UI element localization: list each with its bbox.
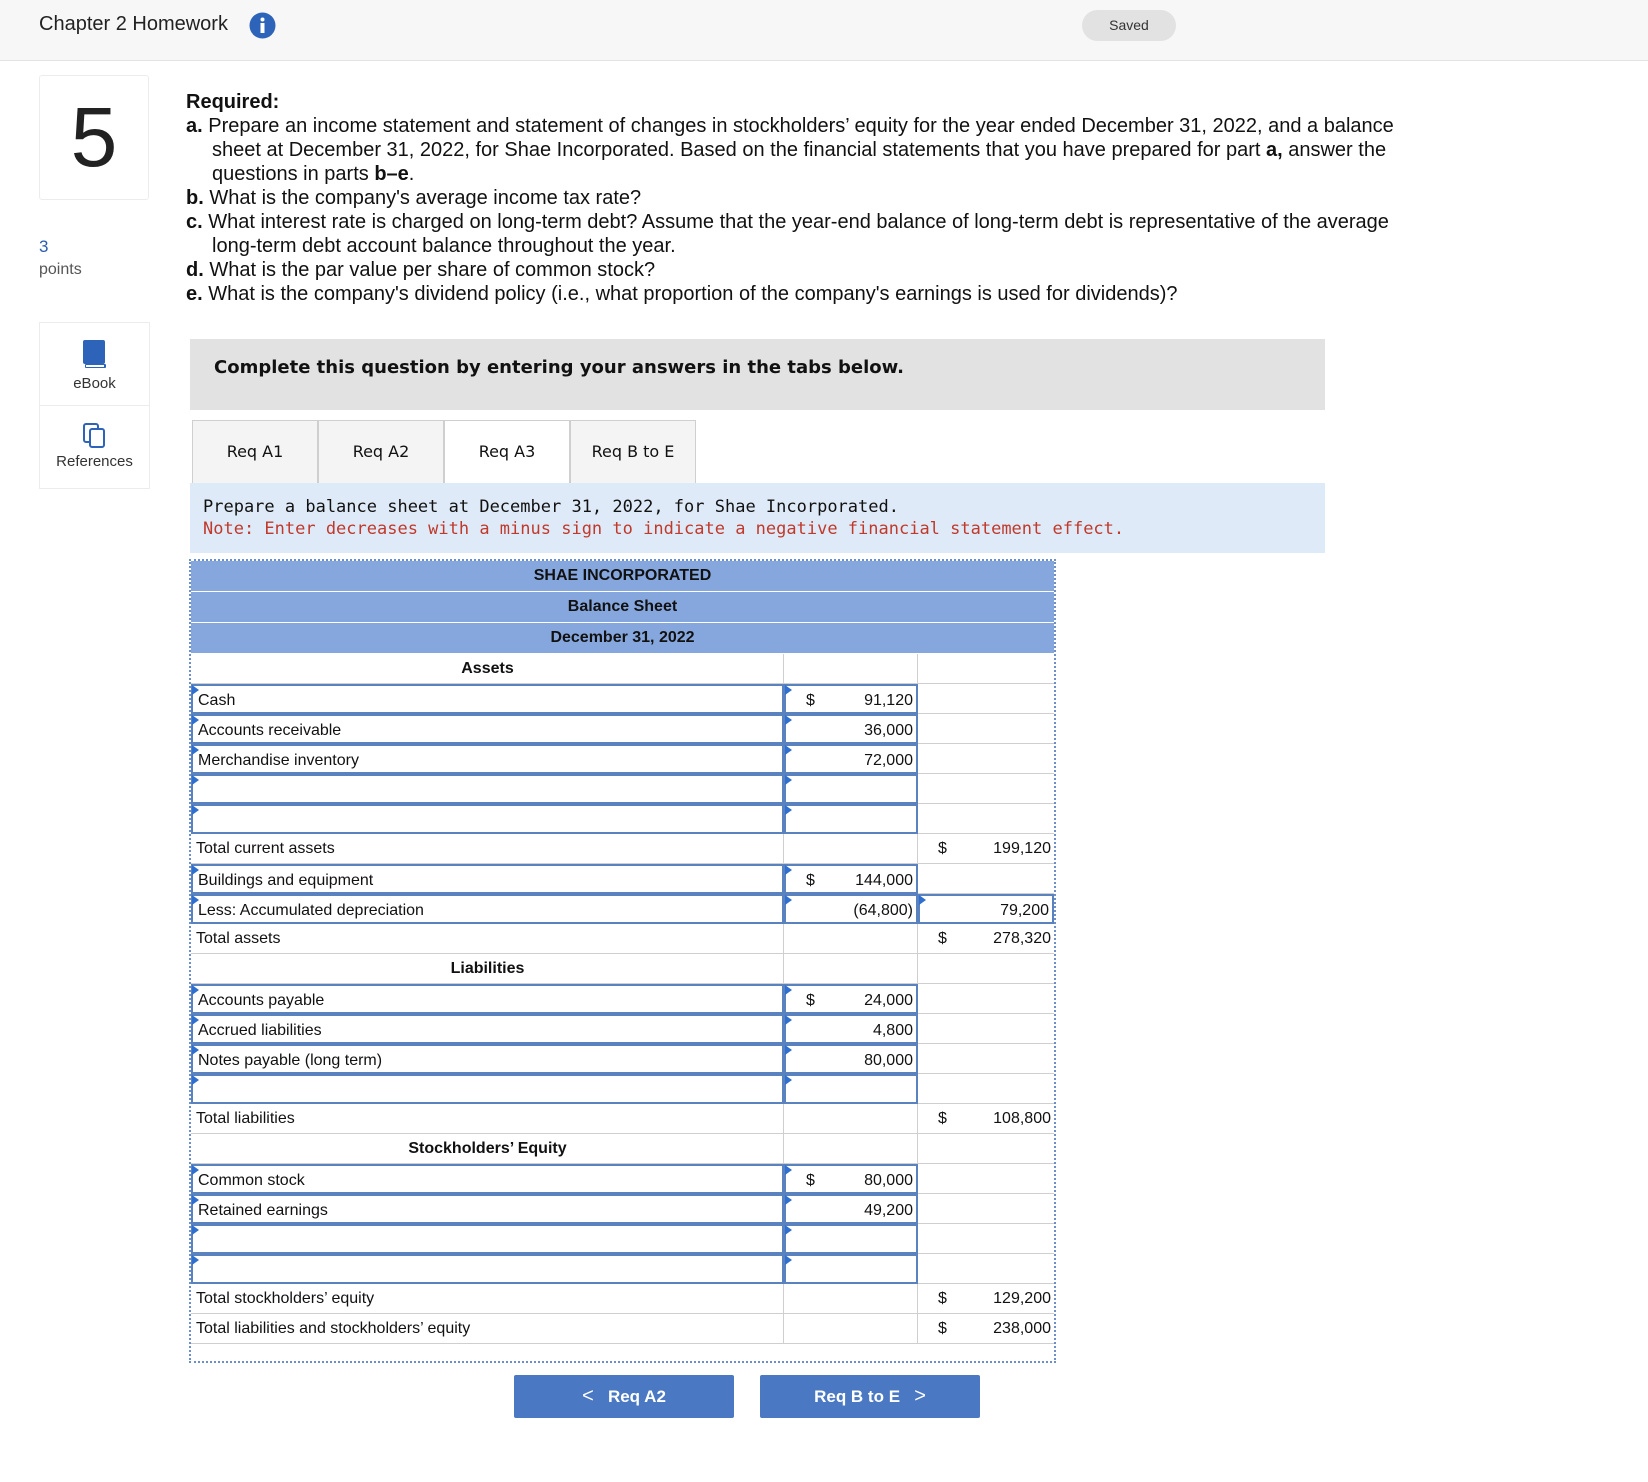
- tse-total-cell: [918, 1284, 1054, 1314]
- ap-amount-input[interactable]: [784, 984, 918, 1014]
- table-row: [191, 744, 1054, 774]
- blank-amount-input-3[interactable]: [784, 1074, 918, 1104]
- prompt-note: Note: Enter decreases with a minus sign to indicate a negative financial statement effect.: [203, 519, 1125, 539]
- liabilities-title: Liabilities: [450, 960, 525, 977]
- req-b-text: What is the company's average income tax rate?: [203, 187, 642, 209]
- common-stock-amount: 80,000: [864, 1172, 913, 1189]
- input-marker-icon: [785, 1255, 792, 1265]
- company-name: SHAE INCORPORATED: [191, 561, 1054, 592]
- tab-req-b-to-e[interactable]: Req B to E: [570, 420, 696, 484]
- notes-payable-amount: 80,000: [864, 1052, 913, 1069]
- dollar-sign: $: [806, 872, 815, 889]
- liabilities-header-row: [191, 954, 1054, 984]
- dollar-sign: $: [938, 1110, 947, 1127]
- total-assets-value: 278,320: [993, 930, 1051, 947]
- input-marker-icon: [785, 865, 792, 875]
- tl-total-cell: [918, 1104, 1054, 1134]
- accumulated-depreciation-amount: (64,800): [853, 902, 913, 919]
- equity-header-a: [784, 1134, 918, 1164]
- req-a-bold-be: b–e: [374, 163, 409, 185]
- req-e-letter: e.: [186, 283, 203, 305]
- top-bar: [0, 0, 1648, 61]
- input-marker-icon: [192, 775, 199, 785]
- tse-a-cell: [784, 1284, 918, 1314]
- inventory-amount-input[interactable]: [784, 744, 918, 774]
- inventory-total-cell: [918, 744, 1054, 774]
- req-a-text-1: Prepare an income statement and statement of changes in stockholders’ equity for the year ended December 31, 2022, and a balance sheet at December 31, 2022, for Shae Incorporated. Based on the financial statements that you have prepared for part: [202, 115, 1394, 161]
- side-tools-panel: [39, 322, 150, 489]
- instruction-bar: [190, 339, 1325, 410]
- retained-earnings-amount: 49,200: [864, 1202, 913, 1219]
- assets-header-cell: [191, 654, 784, 684]
- notes-amount-input[interactable]: [784, 1044, 918, 1074]
- tca-label-cell: [191, 834, 784, 864]
- re-amount-input[interactable]: [784, 1194, 918, 1224]
- cash-amount: 91,120: [864, 692, 913, 709]
- equity-header-b: [918, 1134, 1054, 1164]
- assets-title: Assets: [461, 660, 514, 677]
- table-row: [191, 1314, 1054, 1344]
- total-current-assets-label: Total current assets: [196, 840, 335, 857]
- table-row: [191, 834, 1054, 864]
- chevron-left-icon: <: [582, 1385, 594, 1407]
- accdep-amount-input[interactable]: [784, 894, 918, 924]
- input-marker-icon: [785, 1075, 792, 1085]
- blank-label-input-2[interactable]: [191, 804, 784, 834]
- previous-tab-label: Req A2: [607, 1387, 666, 1406]
- accrued-label-input[interactable]: [191, 1014, 784, 1044]
- table-row: [191, 714, 1054, 744]
- accrued-liabilities-label: Accrued liabilities: [198, 1022, 322, 1039]
- table-row: [191, 1044, 1054, 1074]
- required-instructions: [186, 90, 1426, 306]
- ar-amount: 36,000: [864, 722, 913, 739]
- cash-amount-input[interactable]: [784, 684, 918, 714]
- requirement-b: [186, 186, 1426, 210]
- bldg-label-input[interactable]: [191, 864, 784, 894]
- notes-total-cell: [918, 1044, 1054, 1074]
- req-a-letter: a.: [186, 115, 203, 137]
- input-marker-icon: [785, 1225, 792, 1235]
- table-row: [191, 924, 1054, 954]
- table-row: [191, 864, 1054, 894]
- assets-header-row: [191, 654, 1054, 684]
- blank-label-input-1[interactable]: [191, 774, 784, 804]
- table-row: [191, 774, 1054, 804]
- cs-total-cell: [918, 1164, 1054, 1194]
- input-marker-icon: [785, 775, 792, 785]
- blank-amount-input-2[interactable]: [784, 804, 918, 834]
- input-marker-icon: [785, 1045, 792, 1055]
- total-equity-value: 129,200: [993, 1290, 1051, 1307]
- tab-prompt: [190, 483, 1325, 553]
- blank-label-input-4[interactable]: [191, 1224, 784, 1254]
- statement-name: Balance Sheet: [191, 592, 1054, 623]
- input-marker-icon: [192, 805, 199, 815]
- requirement-e: [186, 282, 1426, 306]
- net-buildings-value: 79,200: [1000, 902, 1049, 919]
- table-row: [191, 1194, 1054, 1224]
- assignment-title: Chapter 2 Homework: [39, 13, 228, 35]
- requirement-a: [186, 114, 1426, 186]
- tab-req-a3[interactable]: Req A3: [444, 420, 570, 485]
- equity-title: Stockholders’ Equity: [408, 1140, 567, 1157]
- assets-header-a: [784, 654, 918, 684]
- req-c-text: What interest rate is charged on long-term debt? Assume that the year-end balance of long-term debt is representative of the average long-term debt account balance throughout the year.: [202, 211, 1389, 257]
- ta-label-cell: [191, 924, 784, 954]
- ap-label-input[interactable]: [191, 984, 784, 1014]
- ar-label-input[interactable]: [191, 714, 784, 744]
- statement-date: December 31, 2022: [191, 623, 1054, 654]
- ebook-label: eBook: [73, 375, 116, 392]
- saved-status-badge: Saved: [1082, 10, 1176, 41]
- cs-amount-input[interactable]: [784, 1164, 918, 1194]
- balance-sheet-table: [189, 559, 1056, 1363]
- ebook-button[interactable]: [40, 323, 149, 406]
- cash-label-input[interactable]: [191, 684, 784, 714]
- prompt-text: Prepare a balance sheet at December 31, 2022, for Shae Incorporated.: [203, 497, 899, 517]
- ap-total-cell: [918, 984, 1054, 1014]
- req-b-letter: b.: [186, 187, 204, 209]
- previous-tab-button[interactable]: [514, 1375, 734, 1418]
- references-icon: [82, 421, 108, 451]
- common-stock-label: Common stock: [198, 1172, 305, 1189]
- table-row: [191, 984, 1054, 1014]
- total-liabilities-equity-label: Total liabilities and stockholders’ equity: [196, 1320, 471, 1337]
- accumulated-depreciation-label: Less: Accumulated depreciation: [198, 902, 424, 919]
- blank-label-input-3[interactable]: [191, 1074, 784, 1104]
- tle-label-cell: [191, 1314, 784, 1344]
- input-marker-icon: [785, 1195, 792, 1205]
- total-assets-label: Total assets: [196, 930, 281, 947]
- req-a-text-2: answer the questions in parts: [212, 139, 1387, 185]
- req-d-letter: d.: [186, 259, 204, 281]
- req-a-bold-a: a,: [1265, 139, 1283, 161]
- table-row: [191, 684, 1054, 714]
- tab-req-a1[interactable]: Req A1: [192, 420, 318, 484]
- accrued-amount-input[interactable]: [784, 1014, 918, 1044]
- blank-total-cell-1: [918, 774, 1054, 804]
- tle-a-cell: [784, 1314, 918, 1344]
- bldg-amount-input[interactable]: [784, 864, 918, 894]
- equity-header-cell: [191, 1134, 784, 1164]
- inventory-label: Merchandise inventory: [198, 752, 359, 769]
- dollar-sign: $: [938, 930, 947, 947]
- dollar-sign: $: [806, 992, 815, 1009]
- equity-header-row: [191, 1134, 1054, 1164]
- re-total-cell: [918, 1194, 1054, 1224]
- dollar-sign: $: [938, 1290, 947, 1307]
- input-marker-icon: [919, 895, 926, 905]
- points-value: 3: [39, 237, 49, 256]
- ta-total-cell: [918, 924, 1054, 954]
- next-tab-button[interactable]: [760, 1375, 980, 1418]
- blank-amount-input-1[interactable]: [784, 774, 918, 804]
- total-current-assets-value: 199,120: [993, 840, 1051, 857]
- input-marker-icon: [785, 895, 792, 905]
- references-label: References: [56, 453, 133, 470]
- input-marker-icon: [785, 685, 792, 695]
- info-icon[interactable]: [249, 12, 276, 39]
- accounts-payable-amount: 24,000: [864, 992, 913, 1009]
- buildings-amount: 144,000: [855, 872, 913, 889]
- table-row: [191, 1074, 1054, 1104]
- ar-amount-input[interactable]: [784, 714, 918, 744]
- dollar-sign: $: [806, 1172, 815, 1189]
- table-row: [191, 1254, 1054, 1284]
- input-marker-icon: [785, 715, 792, 725]
- input-marker-icon: [192, 1075, 199, 1085]
- input-marker-icon: [785, 985, 792, 995]
- dollar-sign: $: [938, 840, 947, 857]
- requirement-c: [186, 210, 1426, 258]
- buildings-label: Buildings and equipment: [198, 872, 374, 889]
- table-row: [191, 1164, 1054, 1194]
- tl-a-cell: [784, 1104, 918, 1134]
- req-e-text: What is the company's dividend policy (i.e., what proportion of the company's earnings is used for dividends)?: [202, 283, 1178, 305]
- tse-label-cell: [191, 1284, 784, 1314]
- ar-label: Accounts receivable: [198, 722, 342, 739]
- notes-label-input[interactable]: [191, 1044, 784, 1074]
- blank-total-cell-2: [918, 804, 1054, 834]
- table-row: [191, 894, 1054, 924]
- req-c-letter: c.: [186, 211, 203, 233]
- blank-amount-input-5[interactable]: [784, 1254, 918, 1284]
- instruction-text: Complete this question by entering your answers in the tabs below.: [214, 357, 904, 378]
- tl-label-cell: [191, 1104, 784, 1134]
- question-number: 5: [39, 75, 149, 200]
- table-row: [191, 1014, 1054, 1044]
- inventory-amount: 72,000: [864, 752, 913, 769]
- points-label: points: [39, 261, 82, 278]
- table-row: [191, 1224, 1054, 1254]
- liabilities-header-a: [784, 954, 918, 984]
- retained-earnings-label: Retained earnings: [198, 1202, 328, 1219]
- required-heading: Required:: [186, 91, 280, 113]
- liabilities-header-b: [918, 954, 1054, 984]
- blank-amount-input-4[interactable]: [784, 1224, 918, 1254]
- cash-total-cell: [918, 684, 1054, 714]
- tab-req-a2[interactable]: Req A2: [318, 420, 444, 484]
- tca-a-cell: [784, 834, 918, 864]
- blank-total-cell-3: [918, 1074, 1054, 1104]
- liabilities-header-cell: [191, 954, 784, 984]
- blank-label-input-5[interactable]: [191, 1254, 784, 1284]
- table-row: [191, 1284, 1054, 1314]
- bldg-total-cell: [918, 864, 1054, 894]
- notes-payable-label: Notes payable (long term): [198, 1052, 383, 1069]
- re-label-input[interactable]: [191, 1194, 784, 1224]
- input-marker-icon: [785, 1015, 792, 1025]
- req-d-text: What is the par value per share of common stock?: [203, 259, 656, 281]
- ar-total-cell: [918, 714, 1054, 744]
- dollar-sign: $: [938, 1320, 947, 1337]
- book-icon: [82, 339, 108, 369]
- total-liabilities-value: 108,800: [993, 1110, 1051, 1127]
- table-row: [191, 1104, 1054, 1134]
- input-marker-icon: [192, 1255, 199, 1265]
- inventory-label-input[interactable]: [191, 744, 784, 774]
- total-equity-label: Total stockholders’ equity: [196, 1290, 375, 1307]
- references-button[interactable]: [40, 405, 149, 487]
- total-liabilities-label: Total liabilities: [196, 1110, 295, 1127]
- input-marker-icon: [192, 1225, 199, 1235]
- input-marker-icon: [785, 745, 792, 755]
- cash-label: Cash: [198, 692, 236, 709]
- chevron-right-icon: >: [914, 1385, 926, 1407]
- tca-total-cell: [918, 834, 1054, 864]
- assets-header-b: [918, 654, 1054, 684]
- accrued-liabilities-amount: 4,800: [872, 1022, 913, 1039]
- dollar-sign: $: [806, 692, 815, 709]
- accdep-total-input[interactable]: [918, 894, 1054, 924]
- tle-total-cell: [918, 1314, 1054, 1344]
- cs-label-input[interactable]: [191, 1164, 784, 1194]
- accdep-label-input[interactable]: [191, 894, 784, 924]
- input-marker-icon: [785, 805, 792, 815]
- requirement-d: [186, 258, 1426, 282]
- accrued-total-cell: [918, 1014, 1054, 1044]
- input-marker-icon: [785, 1165, 792, 1175]
- accounts-payable-label: Accounts payable: [198, 992, 325, 1009]
- table-row: [191, 804, 1054, 834]
- ta-a-cell: [784, 924, 918, 954]
- blank-total-cell-4: [918, 1224, 1054, 1254]
- next-tab-label: Req B to E: [814, 1387, 901, 1406]
- blank-total-cell-5: [918, 1254, 1054, 1284]
- total-liabilities-equity-value: 238,000: [993, 1320, 1051, 1337]
- req-a-text-3: .: [408, 163, 415, 185]
